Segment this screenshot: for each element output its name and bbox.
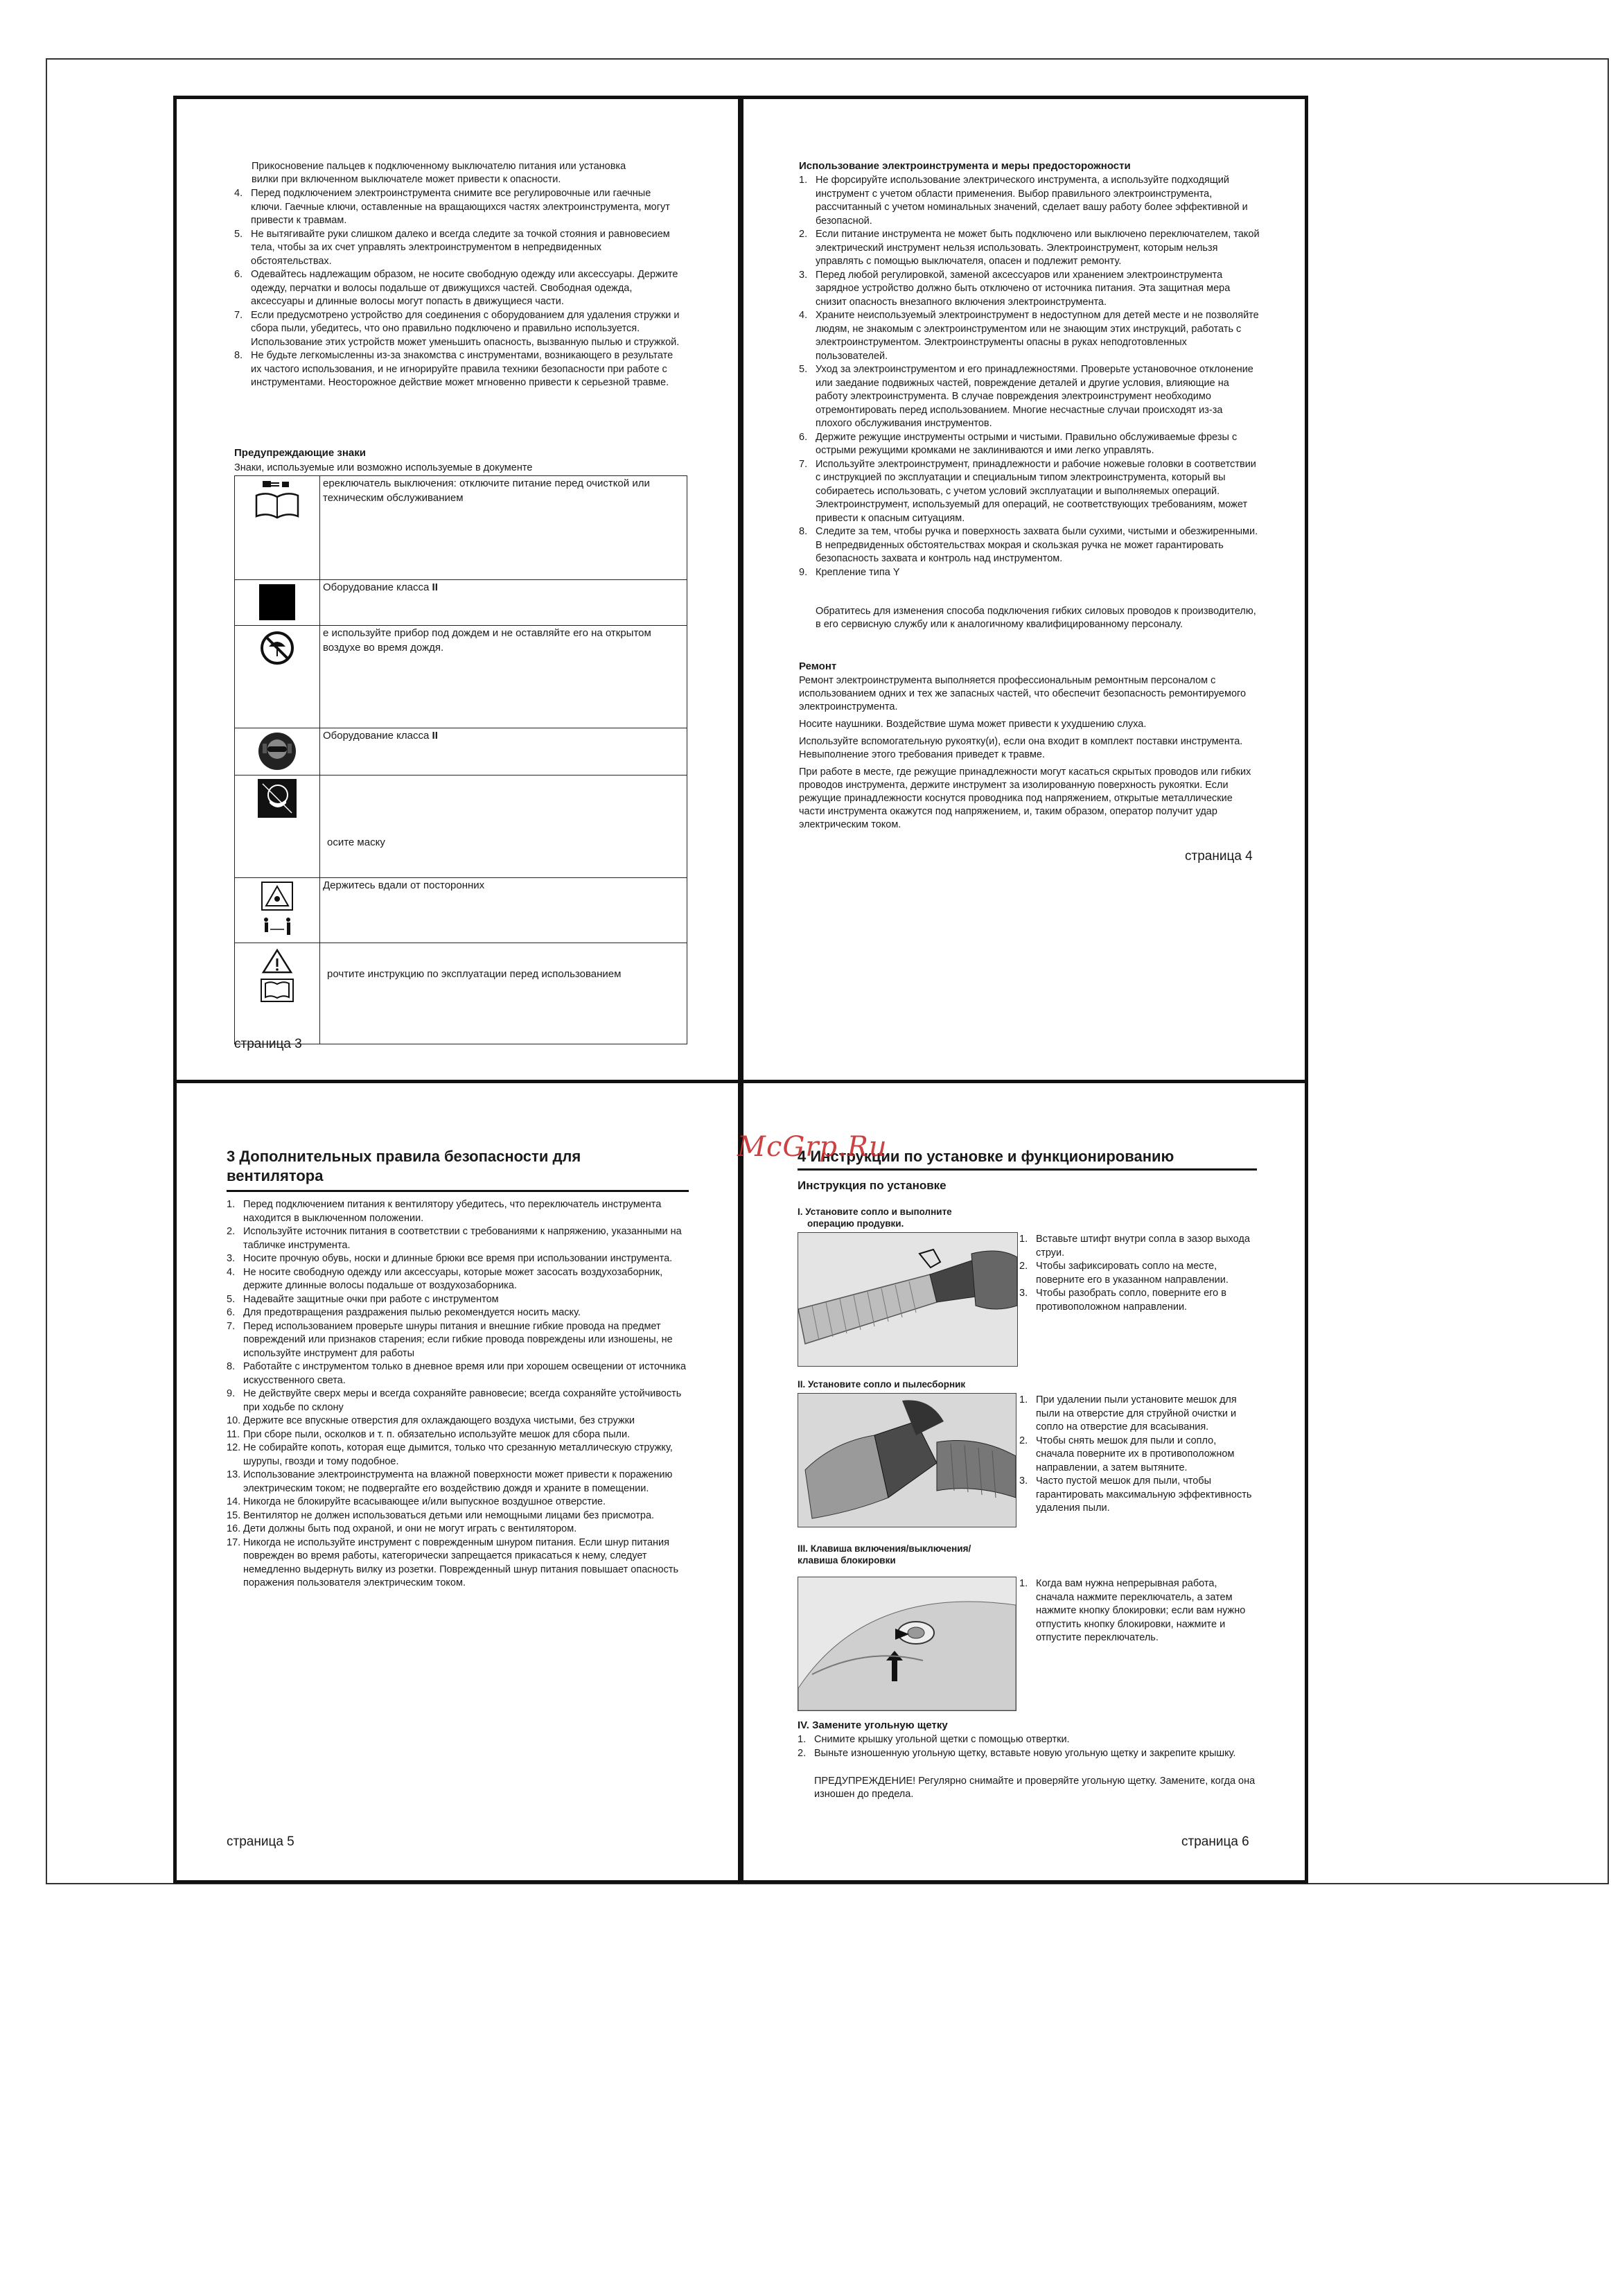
item-number: 17.: [227, 1536, 241, 1548]
item-number: 1.: [227, 1199, 236, 1210]
sign-icon-cell: [235, 626, 320, 728]
sec1-title: [798, 1206, 952, 1229]
item-number: 7.: [799, 458, 808, 470]
item-text: Выньте изношенную угольную щетку, вставьте новую угольную щетку и закрепите крышку.: [814, 1747, 1236, 1759]
list-item: [227, 1441, 687, 1469]
title-line: вентилятора: [227, 1167, 324, 1184]
item-text: Перед подключением электроинструмента снимите все регулировочные или гаечные ключи. Гаечные ключи, оставленные на вращающихся частях электроинструмента, могут привести к травмам.: [251, 188, 670, 226]
list-item: [227, 1469, 687, 1496]
sec4-list: [798, 1733, 1255, 1760]
title-line: 3 Дополнительных правила безопасности для: [227, 1148, 581, 1165]
list-item: [799, 566, 1260, 580]
sec1-title-line: I. Установите сопло и выполните: [798, 1207, 952, 1217]
item-text: Если питание инструмента не может быть подключено или выключено переключателем, такой электрический инструмент нельзя использовать. Электроинструмент, которым нельзя управлять с помощью выключателя, опасен и подлежит ремонту.: [816, 229, 1260, 267]
sign-text-cell: [320, 626, 687, 728]
sign-row: [235, 580, 687, 626]
item-text: Работайте с инструментом только в дневное время или при хорошем освещении от источника искусственного света.: [243, 1361, 687, 1386]
sign-text: рочтите инструкцию по эксплуатации перед использованием: [327, 968, 622, 980]
sign-text-cell: [320, 878, 687, 943]
sign-text: Оборудование класса: [323, 581, 432, 593]
page-3: [173, 96, 741, 1083]
title-rule: [798, 1168, 1257, 1171]
list-item: [227, 1496, 687, 1509]
item-number: 4.: [227, 1266, 236, 1278]
dust-bag-illustration: [798, 1394, 1016, 1527]
page-6: [740, 1080, 1308, 1884]
item-text: Носите прочную обувь, носки и длинные брюки все время при использовании инструмента.: [243, 1253, 673, 1264]
list-item: [227, 1306, 687, 1320]
item-text: Никогда не блокируйте всасывающее и/или выпускное воздушное отверстие.: [243, 1496, 606, 1507]
list-item: [227, 1536, 687, 1590]
item-number: 2.: [799, 229, 808, 240]
sign-text: Держитесь вдали от посторонних: [323, 879, 485, 891]
sign-icon-cell: [235, 476, 320, 580]
list-item: [234, 268, 685, 309]
item-number: 12.: [227, 1442, 241, 1453]
sec1-title-line: операцию продувки.: [807, 1218, 904, 1229]
list-item: [234, 228, 685, 269]
item-number: 5.: [234, 228, 243, 240]
item-text: Держите все впускные отверстия для охлаждающего воздуха чистыми, без стружки: [243, 1415, 635, 1426]
item-number: 5.: [227, 1293, 236, 1305]
page-4: [740, 96, 1308, 1083]
item-number: 2.: [1019, 1261, 1028, 1272]
item-text: Дети должны быть под охраной, и они не могут играть с вентилятором.: [243, 1523, 577, 1534]
item-text: Не вытягивайте руки слишком далеко и всегда следите за точкой стояния и равновесием тела, чтобы за их счет управлять электроинструментом в непредвиденных обстоятельствах.: [251, 228, 670, 267]
item-number: 7.: [227, 1320, 236, 1332]
section-title: 4 Инструкции по установке и функционированию: [798, 1148, 1174, 1165]
item-number: 1.: [798, 1734, 807, 1745]
sign-text: Оборудование класса: [323, 730, 432, 742]
list-item: [799, 309, 1260, 363]
intro-text: [252, 160, 695, 186]
sign-row: [235, 476, 687, 580]
item-number: 6.: [799, 431, 808, 443]
item-text: Надевайте защитные очки при работе с инструментом: [243, 1293, 499, 1305]
safety-list: [234, 187, 685, 390]
item-number: 8.: [227, 1361, 236, 1372]
switch-image: [798, 1577, 1016, 1711]
item-number: 6.: [234, 269, 243, 280]
list-item: [799, 174, 1260, 228]
item-number: 1.: [1019, 1394, 1028, 1405]
sec2-title: II. Установите сопло и пылесборник: [798, 1379, 966, 1390]
item-text: Используйте источник питания в соответствии с требованиями к напряжению, указанными на табличке инструмента.: [243, 1226, 682, 1251]
item-text: Не будьте легкомысленны из-за знакомства с инструментами, возникающего в результате их частого использования, и не игнорируйте правила техники безопасности при работе с инструментами. Неосторожное действие может мгновенно привести к серьезной травме.: [251, 350, 674, 388]
item-text: Перед подключением питания к вентилятору убедитесь, что переключатель инструмента находится в выключенном положении.: [243, 1199, 662, 1224]
list-item: [227, 1320, 687, 1361]
item-number: 4.: [799, 310, 808, 321]
item-text: Использование электроинструмента на влажной поверхности может привести к поражению электрическим током; не подвергайте его воздействию дождя и храните в помещении.: [243, 1469, 673, 1494]
item-number: 9.: [799, 566, 808, 578]
repair-title: Ремонт: [799, 660, 837, 672]
item-text: Перед использованием проверьте шнуры питания и внешние гибкие провода на предмет повреждений или признаков старения; если гибкие провода повреждены или изношены, не используйте инструмент для работы: [243, 1320, 673, 1359]
item-number: 3.: [227, 1253, 236, 1264]
sign-row: [235, 775, 687, 878]
sign-text-cell: [320, 476, 687, 580]
item-text: Если предусмотрено устройство для соединения с оборудованием для удаления стружки и сбора пыли, убедитесь, что оно правильно подключено и правильно используется. Использование этих устройств может уменьшить опасность, вызванную пылью и стружкой.: [251, 309, 680, 348]
sign-text-cell: [320, 943, 687, 1044]
page-number: страница 5: [227, 1834, 294, 1849]
intro-line: Прикосновение пальцев к подключенному выключателю питания или установка: [252, 161, 626, 172]
item-number: 7.: [234, 309, 243, 321]
item-number: 1.: [1019, 1234, 1028, 1245]
sign-text-bold: II: [432, 581, 438, 593]
item-number: 2.: [1019, 1435, 1028, 1446]
item-number: 3.: [1019, 1288, 1028, 1299]
item-text: Часто пустой мешок для пыли, чтобы гарантировать максимальную эффективность удаления пыли.: [1036, 1475, 1252, 1514]
sec4-warning: ПРЕДУПРЕЖДЕНИЕ! Регулярно снимайте и проверяйте угольную щетку. Замените, когда она изношен до предела.: [814, 1776, 1256, 1800]
no-rain-icon: [258, 629, 297, 667]
item-number: 8.: [234, 350, 243, 361]
class-ii-square-icon: [258, 583, 297, 622]
goggles-ear-icon: [257, 731, 297, 771]
warning-signs-subtitle: Знаки, используемые или возможно используемые в документе: [234, 462, 533, 473]
list-item: [234, 349, 685, 390]
sec3-title-line: III. Клавиша включения/выключения/: [798, 1543, 971, 1554]
sign-icon-cell: [235, 943, 320, 1044]
list-item: [227, 1360, 687, 1387]
sign-row: [235, 943, 687, 1044]
list-item: [799, 431, 1260, 458]
item-text: Крепление типа Y: [816, 566, 900, 578]
item-text: Уход за электроинструментом и его принадлежностями. Проверьте установочное отклонение или заедание подвижных частей, повреждение деталей и другие условия, влияющие на работу электроинструмента. В случае повреждения электроинструмент необходимо отремонтировать перед использованием. Многие несчастные случаи происходят из-за плохого обслуживания инструментов.: [816, 364, 1253, 429]
sign-icon-cell: [235, 775, 320, 878]
item-text: Никогда не используйте инструмент с поврежденным шнуром питания. Если шнур питания поврежден во время работы, категорически запрещается прикасаться к нему, следует немедленно выдернуть вилку из розетки. Поврежденный шнур питания повышает опасность поражения пользователя электрическим током.: [243, 1536, 679, 1588]
item-text: Храните неиспользуемый электроинструмент в недоступном для детей месте и не позволяйте людям, не знакомым с электроинструментом или не знающим этих инструкций, работать с электроинструментом. Электроинструменты опасны в руках неподготовленных пользователей.: [816, 310, 1259, 362]
mask-icon: [257, 778, 297, 818]
sign-text-bold: II: [432, 730, 438, 742]
item-number: 4.: [234, 188, 243, 199]
item-text: Используйте электроинструмент, принадлежности и рабочие ножевые головки в соответствии с инструкцией по эксплуатации и специальным типом электроинструмента, который вы собираетесь использовать, с учетом условий эксплуатации и выполняемых операций. Электроинструмент, используемый для операций, не соответствующих требованиям, может привести к опасным ситуациям.: [816, 458, 1256, 524]
item-text: Не форсируйте использование электрического инструмента, а используйте подходящий инструмент с учетом области применения. Выбор правильного электроинструмента, рассчитанный с учетом номинальных значений, сделает вашу работу более эффективной и безопасной.: [816, 175, 1248, 227]
list-item: [227, 1509, 687, 1523]
list-item: [227, 1428, 687, 1442]
item-text: Чтобы разобрать сопло, поверните его в противоположном направлении.: [1036, 1288, 1226, 1313]
item-number: 5.: [799, 364, 808, 375]
list-item: [799, 228, 1260, 269]
item-text: Перед любой регулировкой, заменой аксессуаров или хранением электроинструмента зарядное устройство должно быть отключено от источника питания. Эта защитная мера снизит опасность внезапного включения электроинструмента.: [816, 269, 1231, 308]
nozzle-install-image: [798, 1232, 1018, 1367]
item-number: 13.: [227, 1469, 241, 1480]
item-text: Когда вам нужна непрерывная работа, сначала нажмите переключатель, а затем нажмите кнопку блокировки; если вам нужно отпустить кнопку блокировки, нажмите и отпустите переключатель.: [1036, 1578, 1246, 1643]
item-number: 14.: [227, 1496, 241, 1507]
list-item: [1019, 1233, 1255, 1260]
item-text: Не носите свободную одежду или аксессуары, которые может засосать воздухозаборник, держите длинные волосы подальше от воздухозаборника.: [243, 1266, 663, 1291]
item-number: 8.: [799, 526, 808, 537]
sec1-list: [1019, 1233, 1255, 1314]
nozzle-illustration: [798, 1233, 1017, 1366]
item-number: 6.: [227, 1307, 236, 1318]
item9-extra: Обратитесь для изменения способа подключения гибких силовых проводов к производителю, в его сервисную службу или к аналогичному квалифицированному персоналу.: [816, 606, 1256, 630]
plug-book-icon: [253, 479, 301, 522]
item-text: Держите режущие инструменты острыми и чистыми. Правильно обслуживаемые фрезы с острыми режущими кромками не заклиниваются и ими легко управлять.: [816, 431, 1238, 456]
list-item: [799, 269, 1260, 310]
item-number: 1.: [1019, 1578, 1028, 1589]
item-number: 3.: [1019, 1475, 1028, 1487]
list-item: [234, 309, 685, 350]
item-text: При удалении пыли установите мешок для пыли на отверстие для струйной очистки и сопло на отверстие для всасывания.: [1036, 1394, 1237, 1432]
list-item: [227, 1225, 687, 1252]
list-item: [1019, 1435, 1255, 1475]
paragraph: При работе в месте, где режущие принадлежности могут касаться скрытых проводов или гибких проводов инструмента, держите инструмент за изолированную поверхность рукоятки. Если режущие принадлежности коснутся проводника под напряжением, открытые металлические части инструмента окажутся под напряжением, и, таким образом, оператор получит удар электрическим током.: [799, 766, 1251, 830]
sec3-title-line: клавиша блокировки: [798, 1555, 896, 1566]
read-manual-icon: [257, 946, 297, 1004]
paragraph: Используйте вспомогательную рукоятку(и), если она входит в комплект поставки инструмента. Невыполнение этого требования приведет к травме.: [799, 736, 1243, 760]
item-text: Снимите крышку угольной щетки с помощью отвертки.: [814, 1734, 1070, 1745]
paragraph: Ремонт электроинструмента выполняется профессиональным ремонтным персоналом с использованием одних и тех же запасных частей, что обеспечит безопасность ремонтируемого электроинструмента.: [799, 675, 1247, 712]
item-text: Следите за тем, чтобы ручка и поверхность захвата были сухими, чистыми и обезжиренными. В непредвиденных обстоятельствах мокрая и скользкая ручка не может гарантировать безопасность захвата и контроль над инструментом.: [816, 526, 1258, 564]
list-item: [1019, 1287, 1255, 1314]
item-number: 10.: [227, 1415, 241, 1426]
item-number: 11.: [227, 1428, 240, 1440]
item-text: Одевайтесь надлежащим образом, не носите свободную одежду или аксессуары. Держите одежду, перчатки и волосы подальше от движущихся частей. Свободная одежда, аксессуары и длинные волосы могут попасть в движущиеся части.: [251, 269, 678, 307]
sec2-list: [1019, 1394, 1255, 1516]
sign-icon-cell: [235, 878, 320, 943]
list-item: [799, 525, 1260, 566]
sec3-list: [1019, 1577, 1255, 1645]
list-item: [798, 1747, 1255, 1761]
section-title: Использование электроинструмента и меры предосторожности: [799, 160, 1131, 172]
sec3-title: [798, 1543, 971, 1566]
list-item: [227, 1293, 687, 1307]
list-item: [227, 1414, 687, 1428]
item-text: Не действуйте сверх меры и всегда сохраняйте равновесие; всегда сохраняйте устойчивость при ходьбе по склону: [243, 1388, 682, 1413]
switch-illustration: [798, 1577, 1016, 1710]
sign-row: [235, 878, 687, 943]
bystander-icon: [259, 881, 295, 939]
item-text: Чтобы зафиксировать сопло на месте, поверните его в указанном направлении.: [1036, 1261, 1229, 1286]
item-text: Не собирайте копоть, которая еще дымится, только что срезанную металлическую стружку, шурупы, гвозди и тому подобное.: [243, 1442, 673, 1467]
list-item: [227, 1252, 687, 1266]
watermark: McGrp.Ru: [737, 1131, 888, 1163]
sign-text-cell: [320, 580, 687, 626]
list-item: [1019, 1475, 1255, 1516]
sec4-title: IV. Замените угольную щетку: [798, 1719, 948, 1731]
item-number: 1.: [799, 175, 808, 186]
page-5: [173, 1080, 741, 1884]
item-number: 16.: [227, 1523, 241, 1534]
item-text: Вставьте штифт внутри сопла в зазор выхода струи.: [1036, 1234, 1250, 1259]
sign-text-cell: [320, 775, 687, 878]
list-item: [227, 1266, 687, 1293]
list-item: [234, 187, 685, 228]
sign-icon-cell: [235, 580, 320, 626]
list-item: [1019, 1260, 1255, 1287]
sign-text: ереключатель выключения: отключите питание перед очисткой или техническим обслуживанием: [323, 477, 650, 504]
warning-signs-table: [234, 475, 687, 1044]
section-title: [227, 1147, 581, 1186]
sign-text-cell: [320, 728, 687, 775]
list-item: [227, 1387, 687, 1414]
page-number: страница 3: [234, 1037, 302, 1051]
item-text: Для предотвращения раздражения пылью рекомендуется носить маску.: [243, 1307, 581, 1318]
paragraph: Носите наушники. Воздействие шума может привести к ухудшению слуха.: [799, 719, 1147, 730]
repair-text: [799, 674, 1260, 832]
list-item: [1019, 1577, 1255, 1645]
item-number: 3.: [799, 269, 808, 281]
list-item: [227, 1198, 687, 1225]
sign-text: осите маску: [327, 836, 385, 848]
warning-signs-title: Предупреждающие знаки: [234, 447, 366, 459]
item-text: Чтобы снять мешок для пыли и сопло, сначала поверните их в противоположном направлении, а затем вытяните.: [1036, 1435, 1235, 1473]
sign-row: [235, 626, 687, 728]
page-number: страница 6: [1181, 1834, 1249, 1849]
fan-safety-list: [227, 1198, 687, 1590]
install-subtitle: Инструкция по установке: [798, 1179, 947, 1192]
page-number: страница 4: [1185, 849, 1253, 864]
usage-list: [799, 174, 1260, 579]
item-number: 15.: [227, 1509, 241, 1521]
sign-text: е используйте прибор под дождем и не оставляйте его на открытом воздухе во время дождя.: [323, 627, 651, 654]
title-rule: [227, 1190, 689, 1192]
sign-row: [235, 728, 687, 775]
list-item: [799, 458, 1260, 526]
list-item: [798, 1733, 1255, 1747]
item-text: Вентилятор не должен использоваться детьми или немощными лицами без присмотра.: [243, 1509, 655, 1521]
list-item: [799, 363, 1260, 431]
item-number: 2.: [227, 1226, 236, 1237]
list-item: [227, 1523, 687, 1536]
item-number: 9.: [227, 1388, 236, 1399]
dust-bag-image: [798, 1393, 1016, 1527]
item-text: При сборе пыли, осколков и т. п. обязательно используйте мешок для сбора пыли.: [243, 1428, 631, 1440]
sign-icon-cell: [235, 728, 320, 775]
list-item: [1019, 1394, 1255, 1435]
item-number: 2.: [798, 1747, 807, 1759]
intro-line: вилки при включенном выключателе может привести к опасности.: [252, 174, 561, 185]
